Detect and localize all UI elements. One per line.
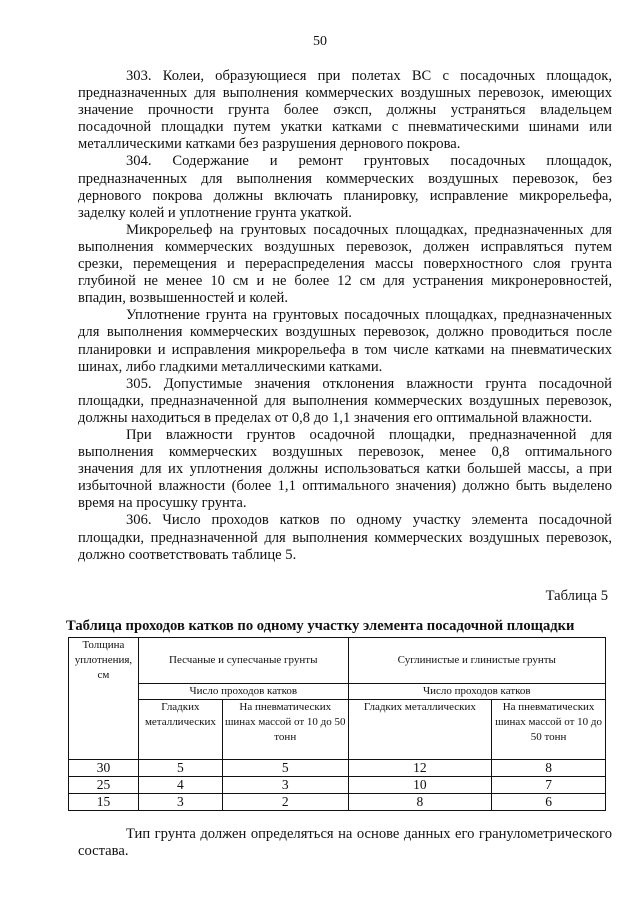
header-clay-soils: Суглинистые и глинистые грунты — [348, 638, 605, 684]
table-title: Таблица проходов катков по одному участку элемента посадочной площадки — [66, 618, 575, 634]
table-cell: 3 — [222, 777, 348, 794]
table-cell: 6 — [492, 794, 606, 811]
paragraph — [78, 153, 612, 221]
header-smooth-clay: Гладких металлических — [348, 700, 492, 760]
text-line: 306. Число проходов катков по одному участку элемента посадочной — [126, 512, 612, 529]
table-cell: 5 — [138, 760, 222, 777]
text-line: площадки, предназначенной для выполнения коммерческих воздушных перевозок, — [78, 392, 612, 409]
text-line: При влажности грунтов осадочной площадки, предназначенной для — [126, 426, 612, 443]
text-line: предназначенных для выполнения коммерческих воздушных перевозок, без — [78, 170, 612, 187]
text-line: избыточной влажности (более 1,1 оптимального значения) должно быть выделено — [78, 478, 612, 495]
page-number: 50 — [313, 34, 327, 49]
header-pneumatic-clay: На пневматических шинах массой от 10 до 50 тонн — [492, 700, 606, 760]
text-line: для выполнения коммерческих воздушных перевозок, должно проводиться после — [78, 324, 612, 341]
text-line: Тип грунта должен определяться на основе данных его гранулометрического — [126, 826, 612, 842]
header-passes-clay: Число проходов катков — [348, 684, 605, 700]
table-cell: 8 — [492, 760, 606, 777]
paragraph — [78, 826, 612, 860]
body-text — [78, 68, 612, 564]
text-line: шинах, либо гладкими металлическими катками. — [78, 358, 383, 375]
table-cell: 3 — [138, 794, 222, 811]
text-line: 304. Содержание и ремонт грунтовых посадочных площадок, — [126, 153, 612, 170]
text-line: выполнения коммерческих воздушных перевозок, менее 0,8 оптимального — [78, 444, 612, 461]
table-cell: 8 — [348, 794, 492, 811]
table-row — [69, 794, 606, 811]
table-cell: 5 — [222, 760, 348, 777]
text-line: значение прочности грунта более σэксп, должны устраняться владельцем — [78, 102, 612, 119]
table-row — [69, 760, 606, 777]
text-line: дернового покрова должны включать планировку, исправление микрорельефа, — [78, 187, 612, 204]
table-cell: 10 — [348, 777, 492, 794]
table-caption: Таблица 5 — [545, 588, 608, 604]
text-line: Уплотнение грунта на грунтовых посадочных площадках, предназначенных — [126, 307, 612, 324]
header-passes-sandy: Число проходов катков — [138, 684, 348, 700]
paragraph — [78, 376, 612, 427]
text-line: состава. — [78, 843, 129, 860]
text-line: значения для их уплотнения должны использоваться катки большей массы, а при — [78, 461, 612, 478]
table-cell: 15 — [69, 794, 139, 811]
paragraph — [78, 512, 612, 563]
text-line: должны находиться в пределах от 0,8 до 1,1 значения его оптимальной влажности. — [78, 409, 593, 426]
text-line: заделку колей и уплотнение грунта укаткой. — [78, 204, 352, 221]
text-line: металлическими катками без разрушения дернового покрова. — [78, 136, 461, 153]
text-line: выполнения коммерческих воздушных перевозок, должен исправляться путем — [78, 238, 612, 255]
paragraph — [78, 427, 612, 512]
text-line: площадки, предназначенной для выполнения коммерческих воздушных перевозок, — [78, 529, 612, 546]
text-line: 305. Допустимые значения отклонения влажности грунта посадочной — [126, 375, 612, 392]
header-pneumatic-sandy: На пневматических шинах массой от 10 до 50 тонн — [222, 700, 348, 760]
table-cell: 2 — [222, 794, 348, 811]
header-sandy-soils: Песчаные и супесчаные грунты — [138, 638, 348, 684]
table-cell: 4 — [138, 777, 222, 794]
text-line: глубиной не менее 10 см и не более 12 см для устранения микронеровностей, — [78, 273, 612, 290]
paragraph — [78, 68, 612, 153]
table-cell: 25 — [69, 777, 139, 794]
text-line: срезки, перемещения и перераспределения массы поверхностного слоя грунта — [78, 256, 612, 273]
text-line: 303. Колеи, образующиеся при полетах ВС с посадочных площадок, — [126, 68, 612, 84]
text-line: планировки и исправления микрорельефа в том числе катками на пневматических — [78, 341, 612, 358]
table-cell: 7 — [492, 777, 606, 794]
paragraph — [78, 307, 612, 375]
rollers-passes-table — [68, 637, 606, 811]
text-line: впадин, возвышенностей и колей. — [78, 290, 288, 307]
text-line: время на просушку грунта. — [78, 495, 247, 512]
footer-paragraph — [78, 826, 612, 860]
text-line: Микрорельеф на грунтовых посадочных площадках, предназначенных для — [126, 221, 612, 238]
text-line: предназначенных для выполнения коммерческих воздушных перевозок, имеющих — [78, 85, 612, 102]
table-cell: 30 — [69, 760, 139, 777]
table-row — [69, 777, 606, 794]
table-cell: 12 — [348, 760, 492, 777]
header-smooth-sandy: Гладких металлических — [138, 700, 222, 760]
header-thickness: Толщина уплотнения, см — [69, 638, 139, 760]
paragraph — [78, 222, 612, 307]
text-line: посадочной площадки путем укатки катками с пневматическими шинами или — [78, 119, 612, 136]
text-line: должно соответствовать таблице 5. — [78, 546, 297, 563]
